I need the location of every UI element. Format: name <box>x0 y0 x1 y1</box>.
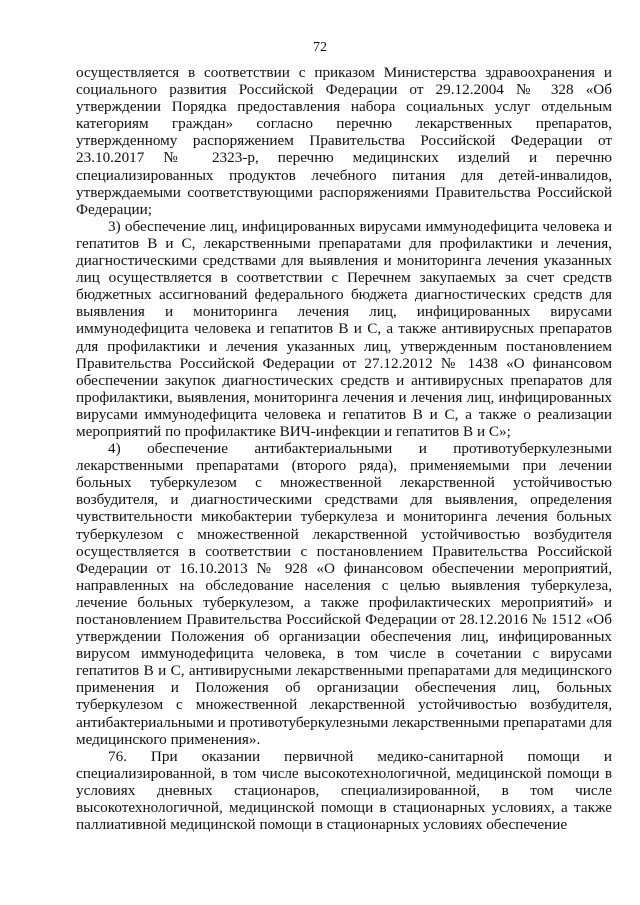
paragraph-item-3: 3) обеспечение лиц, инфицированных вирусами иммунодефицита человека и гепатитов B и C, лекарственными препаратами для профилактики и лечения, диагностическими средствами для выявления и мониторинга лечения указанных лиц осуществляется в соответствии с Перечнем закупаемых за счет средств бюджетных ассигнований федерального бюджета диагностических средств для выявления и мониторинга лечения лиц, инфицированных вирусами иммунодефицита человека и гепатитов B и C, а также антивирусных препаратов для профилактики и лечения указанных лиц, утвержденным постановлением Правительства Российской Федерации от 27.12.2012 № 1438 «О финансовом обеспечении закупок диагностических средств и антивирусных препаратов для профилактики, выявления, мониторинга лечения и лечения лиц, инфицированных вирусами иммунодефицита человека и гепатитов B и C, а также о реализации мероприятий по профилактике ВИЧ-инфекции и гепатитов B и C»; <box>76 217 612 440</box>
paragraph-clause-76: 76. При оказании первичной медико-санитарной помощи и специализированной, в том числе высокотехнологичной, медицинской помощи в условиях дневных стационаров, специализированной, в том числе высокотехнологичной, медицинской помощи в стационарных условиях, а также паллиативной медицинской помощи в стационарных условиях обеспечение <box>76 747 612 834</box>
paragraph-continuation: осуществляется в соответствии с приказом Министерства здравоохранения и социального развития Российской Федерации от 29.12.2004 № 328 «Об утверждении Порядка предоставления набора социальных услуг отдельным категориям граждан» согласно перечню лекарственных препаратов, утвержденному распоряжением Правительства Российской Федерации от 23.10.2017 № 2323-р, перечню медицинских изделий и перечню специализированных продуктов лечебного питания для детей-инвалидов, утверждаемыми соответствующими распоряжениями Правительства Российской Федерации; <box>76 64 612 218</box>
paragraph-item-4: 4) обеспечение антибактериальными и противотуберкулезными лекарственными препаратами (второго ряда), применяемыми при лечении больных туберкулезом с множественной лекарственной устойчивостью возбудителя, и диагностическими средствами для выявления, определения чувствительности микобактерии туберкулеза и мониторинга лечения больных туберкулезом с множественной лекарственной устойчивостью возбудителя осуществляется в соответствии с постановлением Правительства Российской Федерации от 16.10.2013 № 928 «О финансовом обеспечении мероприятий, направленных на обследование населения с целью выявления туберкулеза, лечение больных туберкулезом, а также профилактических мероприятий» и постановлением Правительства Российской Федерации от 28.12.2016 № 1512 «Об утверждении Положения об организации обеспечения лиц, инфицированных вирусом иммунодефицита человека, в том числе в сочетании с вирусами гепатитов B и C, антивирусными лекарственными препаратами для медицинского применения и Положения об организации обеспечения лиц, больных туберкулезом с множественной лекарственной устойчивостью возбудителя, антибактериальными и противотуберкулезными лекарственными препаратами для медицинского применения». <box>76 440 612 748</box>
page-number: 72 <box>313 40 327 55</box>
document-body <box>76 64 612 833</box>
